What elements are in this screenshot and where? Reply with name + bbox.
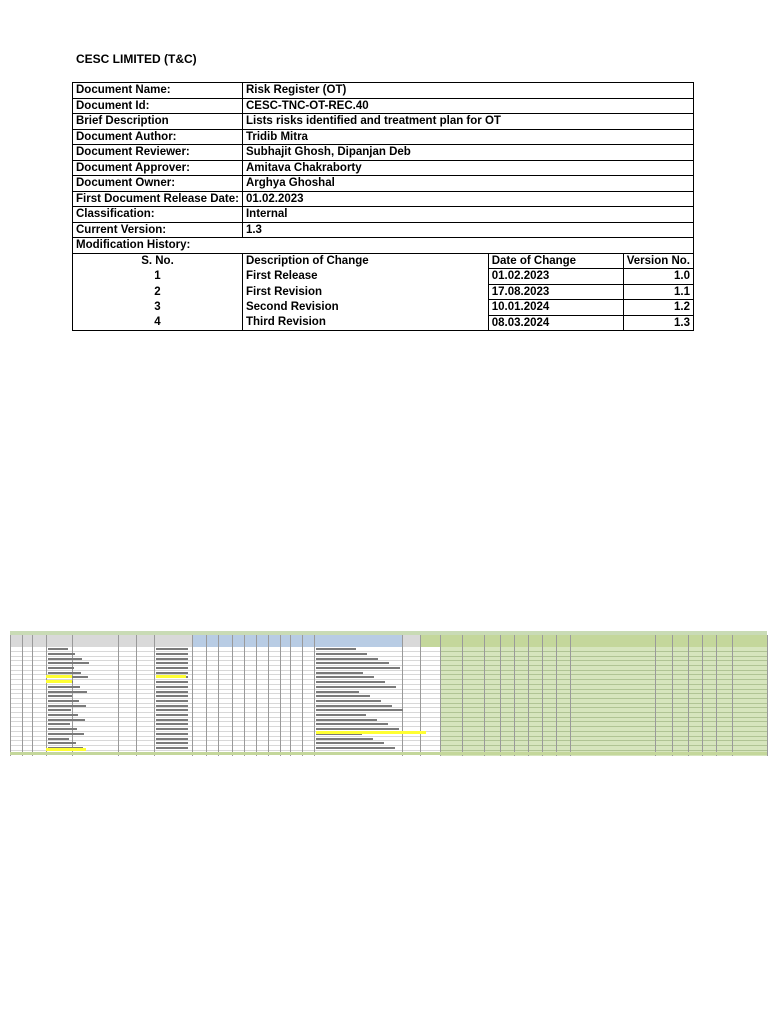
- register-grid-line: [218, 635, 219, 756]
- control-label: Document Owner:: [73, 176, 243, 192]
- register-highlight: [46, 675, 72, 678]
- register-cell-text: [48, 733, 84, 735]
- control-value: Tridib Mitra: [242, 129, 693, 145]
- history-desc: First Revision: [242, 284, 488, 300]
- register-grid-line: [556, 635, 557, 756]
- register-cell-text: [316, 723, 388, 725]
- history-version: 1.1: [623, 284, 693, 300]
- history-desc: Second Revision: [242, 300, 488, 316]
- history-date: 10.01.2024: [488, 300, 623, 316]
- register-cell-text: [48, 658, 82, 660]
- register-header-cell: [154, 635, 193, 647]
- register-cell-text: [48, 705, 86, 707]
- register-header-cell: [314, 635, 403, 647]
- register-grid-line: [314, 635, 315, 756]
- register-header-cell: [420, 635, 441, 647]
- history-row: [73, 315, 694, 331]
- register-cell-text: [156, 648, 188, 650]
- history-sno: 3: [73, 300, 243, 316]
- register-cell-text: [316, 747, 395, 749]
- control-row: [73, 114, 694, 130]
- register-cell-text: [316, 700, 381, 702]
- control-value: Risk Register (OT): [242, 83, 693, 99]
- register-header-cell: [440, 635, 463, 647]
- control-label: Classification:: [73, 207, 243, 223]
- register-cell-text: [156, 738, 188, 740]
- register-cell-text: [48, 695, 72, 697]
- register-grid-line: [420, 635, 421, 756]
- register-treatment-zone: [440, 647, 767, 756]
- history-header-date: Date of Change: [488, 253, 623, 269]
- register-grid-line: [402, 635, 403, 756]
- control-value: 1.3: [242, 222, 693, 238]
- register-grid-line: [500, 635, 501, 756]
- history-desc: First Release: [242, 269, 488, 285]
- register-highlight: [156, 675, 186, 678]
- control-label: Document Reviewer:: [73, 145, 243, 161]
- register-cell-text: [316, 653, 367, 655]
- register-cell-text: [316, 695, 370, 697]
- control-value: Lists risks identified and treatment plan for OT: [242, 114, 693, 130]
- register-grid-line: [10, 635, 11, 756]
- register-header-cell: [32, 635, 47, 647]
- register-cell-text: [156, 686, 188, 688]
- register-grid-line: [528, 635, 529, 756]
- register-cell-text: [316, 728, 399, 730]
- company-name: CESC LIMITED (T&C): [76, 52, 197, 66]
- register-grid-line: [484, 635, 485, 756]
- register-grid-line: [672, 635, 673, 756]
- register-header-cell: [46, 635, 73, 647]
- history-version: 1.0: [623, 269, 693, 285]
- control-label: First Document Release Date:: [73, 191, 243, 207]
- register-grid-line: [118, 635, 119, 756]
- control-value: 01.02.2023: [242, 191, 693, 207]
- document-control-table: [72, 82, 694, 331]
- register-grid-line: [570, 635, 571, 756]
- history-version: 1.2: [623, 300, 693, 316]
- register-header-cell: [72, 635, 119, 647]
- history-row: [73, 300, 694, 316]
- register-grid-line: [716, 635, 717, 756]
- register-cell-text: [48, 700, 79, 702]
- register-grid-line: [302, 635, 303, 756]
- control-value: Internal: [242, 207, 693, 223]
- register-cell-text: [316, 691, 359, 693]
- register-grid-line: [268, 635, 269, 756]
- history-header-desc: Description of Change: [242, 253, 488, 269]
- register-cell-text: [48, 709, 71, 711]
- register-cell-text: [48, 648, 68, 650]
- register-cell-text: [156, 714, 188, 716]
- history-desc: Third Revision: [242, 315, 488, 331]
- register-cell-text: [156, 723, 188, 725]
- control-value: Arghya Ghoshal: [242, 176, 693, 192]
- control-label: Document Id:: [73, 98, 243, 114]
- register-header-cell: [514, 635, 529, 647]
- register-header-cell: [402, 635, 421, 647]
- register-header-cell: [500, 635, 515, 647]
- control-label: Document Approver:: [73, 160, 243, 176]
- register-header-cell: [136, 635, 155, 647]
- register-bottom-band: [10, 752, 767, 755]
- control-row: [73, 145, 694, 161]
- register-cell-text: [156, 691, 188, 693]
- history-row: [73, 284, 694, 300]
- register-header-cell: [556, 635, 571, 647]
- history-sno: 4: [73, 315, 243, 331]
- register-cell-text: [48, 653, 75, 655]
- register-cell-text: [156, 662, 188, 664]
- register-grid-line: [514, 635, 515, 756]
- history-row: [73, 269, 694, 285]
- register-highlight: [46, 748, 86, 751]
- register-grid-line: [154, 635, 155, 756]
- register-cell-text: [316, 667, 400, 669]
- register-cell-text: [316, 662, 389, 664]
- register-cell-text: [316, 686, 396, 688]
- control-row: [73, 222, 694, 238]
- register-header-cell: [528, 635, 543, 647]
- control-row: [73, 176, 694, 192]
- register-cell-text: [156, 742, 188, 744]
- register-grid-line: [440, 635, 441, 756]
- register-cell-text: [316, 705, 392, 707]
- register-grid-line: [732, 635, 733, 756]
- register-grid-line: [22, 635, 23, 756]
- register-header-cell: [702, 635, 717, 647]
- history-sno: 2: [73, 284, 243, 300]
- register-cell-text: [156, 653, 188, 655]
- register-cell-text: [156, 728, 188, 730]
- register-grid-line: [462, 635, 463, 756]
- history-version: 1.3: [623, 315, 693, 331]
- register-header-cell: [484, 635, 501, 647]
- register-cell-text: [316, 709, 403, 711]
- register-cell-text: [156, 667, 188, 669]
- register-grid-line: [702, 635, 703, 756]
- register-cell-text: [156, 705, 188, 707]
- control-row: [73, 207, 694, 223]
- register-grid-line: [32, 635, 33, 756]
- register-cell-text: [48, 672, 81, 674]
- register-grid-line: [280, 635, 281, 756]
- register-grid-line: [46, 635, 47, 756]
- register-grid-line: [244, 635, 245, 756]
- register-cell-text: [48, 686, 80, 688]
- register-cell-text: [316, 719, 377, 721]
- history-header-version: Version No.: [623, 253, 693, 269]
- register-cell-text: [156, 700, 188, 702]
- control-label: Document Name:: [73, 83, 243, 99]
- register-cell-text: [156, 658, 188, 660]
- register-cell-text: [48, 723, 70, 725]
- control-label: Brief Description: [73, 114, 243, 130]
- register-cell-text: [316, 648, 356, 650]
- register-grid-line: [688, 635, 689, 756]
- register-cell-text: [156, 695, 188, 697]
- register-header-cell: [732, 635, 768, 647]
- register-cell-text: [156, 719, 188, 721]
- register-cell-text: [156, 681, 188, 683]
- register-header-cell: [218, 635, 233, 647]
- register-header-cell: [118, 635, 137, 647]
- register-cell-text: [156, 672, 188, 674]
- history-header-row: [73, 253, 694, 269]
- register-highlight: [316, 731, 426, 734]
- risk-register-thumbnail: [10, 631, 767, 756]
- modification-history-row: [73, 238, 694, 254]
- register-header-cell: [192, 635, 207, 647]
- register-header-cell: [655, 635, 673, 647]
- register-highlight: [46, 680, 72, 683]
- register-cell-text: [316, 714, 366, 716]
- register-grid-line: [206, 635, 207, 756]
- register-grid-line: [136, 635, 137, 756]
- register-cell-text: [156, 709, 188, 711]
- register-cell-text: [316, 672, 363, 674]
- register-cell-text: [156, 733, 188, 735]
- register-cell-text: [48, 738, 69, 740]
- control-row: [73, 98, 694, 114]
- register-cell-text: [48, 662, 89, 664]
- register-cell-text: [156, 747, 188, 749]
- register-grid-line: [655, 635, 656, 756]
- history-date: 17.08.2023: [488, 284, 623, 300]
- control-label: Document Author:: [73, 129, 243, 145]
- control-row: [73, 160, 694, 176]
- register-cell-text: [316, 681, 385, 683]
- history-sno: 1: [73, 269, 243, 285]
- register-header-cell: [672, 635, 689, 647]
- register-grid-line: [192, 635, 193, 756]
- register-cell-text: [48, 742, 76, 744]
- history-date: 01.02.2023: [488, 269, 623, 285]
- register-header-cell: [716, 635, 733, 647]
- register-cell-text: [48, 714, 78, 716]
- control-value: Subhajit Ghosh, Dipanjan Deb: [242, 145, 693, 161]
- register-grid-line: [290, 635, 291, 756]
- register-cell-text: [48, 667, 74, 669]
- control-label: Current Version:: [73, 222, 243, 238]
- register-cell-text: [316, 676, 374, 678]
- control-value: CESC-TNC-OT-REC.40: [242, 98, 693, 114]
- control-row: [73, 83, 694, 99]
- register-cell-text: [48, 728, 77, 730]
- history-date: 08.03.2024: [488, 315, 623, 331]
- register-grid-line: [542, 635, 543, 756]
- control-row: [73, 129, 694, 145]
- register-grid-line: [232, 635, 233, 756]
- control-row: [73, 191, 694, 207]
- register-header-cell: [462, 635, 485, 647]
- control-value: Amitava Chakraborty: [242, 160, 693, 176]
- register-cell-text: [316, 738, 373, 740]
- register-grid-line: [256, 635, 257, 756]
- history-header-sno: S. No.: [73, 253, 243, 269]
- register-cell-text: [316, 742, 384, 744]
- register-cell-text: [48, 719, 85, 721]
- modification-history-label: Modification History:: [73, 238, 694, 254]
- register-header-cell: [570, 635, 656, 647]
- register-header-cell: [688, 635, 703, 647]
- register-cell-text: [48, 691, 87, 693]
- register-cell-text: [316, 658, 378, 660]
- register-header-cell: [542, 635, 557, 647]
